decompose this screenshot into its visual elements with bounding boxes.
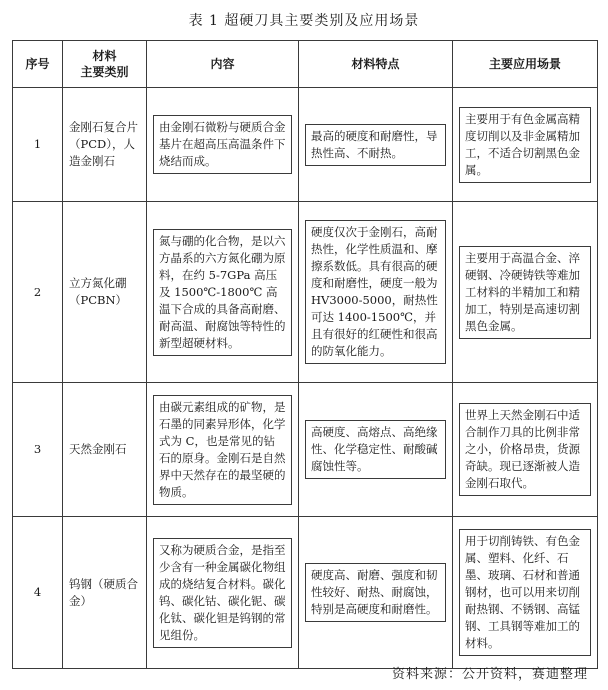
header-features: 材料特点: [299, 41, 453, 88]
table-row: [13, 383, 598, 517]
row-features-text: 硬度仅次于金刚石，高耐热性，化学性质温和、摩擦系数低。具有很高的硬度和耐磨性，硬度一般为 HV3000-5000，耐热性可达 1400-1500℃，并且有很好的红硬性和很高的防氧化能力。: [305, 220, 446, 364]
row-index: 3: [13, 383, 63, 517]
row-features: [299, 88, 453, 202]
row-applications: [453, 517, 598, 669]
row-content-text: 氮与硼的化合物，是以六方晶系的六方氮化硼为原料，在约 5-7GPa 高压及 1500℃-1800℃ 高温下合成的具备高耐磨、耐高温、耐腐蚀等特性的新型超硬材料。: [153, 229, 292, 356]
header-index: 序号: [13, 41, 63, 88]
header-row: [13, 41, 598, 88]
table-row: [13, 517, 598, 669]
row-applications: [453, 88, 598, 202]
row-features-text: 最高的硬度和耐磨性，导热性高、不耐热。: [305, 124, 446, 166]
row-applications: [453, 383, 598, 517]
row-features-text: 硬度高、耐磨、强度和韧性较好、耐热、耐腐蚀，特别是高硬度和耐磨性。: [305, 563, 446, 622]
row-content-text: 又称为硬质合金，是指至少含有一种金属碳化物组成的烧结复合材料。碳化钨、碳化钴、碳化铌、碳化钛、碳化钽是钨钢的常见组份。: [153, 538, 292, 648]
row-content-text: 由金刚石微粉与硬质合金基片在超高压高温条件下烧结而成。: [153, 115, 292, 174]
row-applications: [453, 202, 598, 383]
row-category: 金刚石复合片（PCD），人造金刚石: [63, 88, 147, 202]
row-applications-text: 用于切削铸铁、有色金属、塑料、化纤、石墨、玻璃、石材和普通钢材，也可以用来切削耐热钢、不锈钢、高锰钢、工具钢等难加工的材料。: [459, 529, 591, 656]
row-applications-text: 主要用于高温合金、淬硬钢、冷硬铸铁等难加工材料的半精加工和精加工，特别是高速切割黑色金属。: [459, 246, 591, 339]
header-applications: 主要应用场景: [453, 41, 598, 88]
table-title: 表 1 超硬刀具主要类别及应用场景: [188, 13, 420, 29]
row-applications-text: 主要用于有色金属高精度切削以及非金属精加工，不适合切割黑色金属。: [459, 107, 591, 183]
row-content: [147, 517, 299, 669]
row-features: [299, 202, 453, 383]
row-content: [147, 202, 299, 383]
row-content-text: 由碳元素组成的矿物，是石墨的同素异形体，化学式为 C，也是常见的钻石的原身。金刚石是自然界中天然存在的最坚硬的物质。: [153, 395, 292, 505]
row-features: [299, 517, 453, 669]
row-index: 4: [13, 517, 63, 669]
row-features: [299, 383, 453, 517]
row-category: 天然金刚石: [63, 383, 147, 517]
table-row: [13, 202, 598, 383]
header-category: 材料 主要类别: [63, 41, 147, 88]
row-content: [147, 383, 299, 517]
table-row: [13, 88, 598, 202]
source-note: 资料来源：公开资料，赛迪整理: [391, 667, 588, 682]
row-content: [147, 88, 299, 202]
row-category: 立方氮化硼（PCBN）: [63, 202, 147, 383]
header-content: 内容: [147, 41, 299, 88]
superhard-tools-table: [12, 40, 598, 669]
row-index: 2: [13, 202, 63, 383]
row-index: 1: [13, 88, 63, 202]
row-category: 钨钢（硬质合金）: [63, 517, 147, 669]
row-applications-text: 世界上天然金刚石中适合制作刀具的比例非常之小，价格昂贵，货源奇缺。现已逐渐被人造金刚石取代。: [459, 403, 591, 496]
row-features-text: 高硬度、高熔点、高绝缘性、化学稳定性、耐酸碱腐蚀性等。: [305, 420, 446, 479]
